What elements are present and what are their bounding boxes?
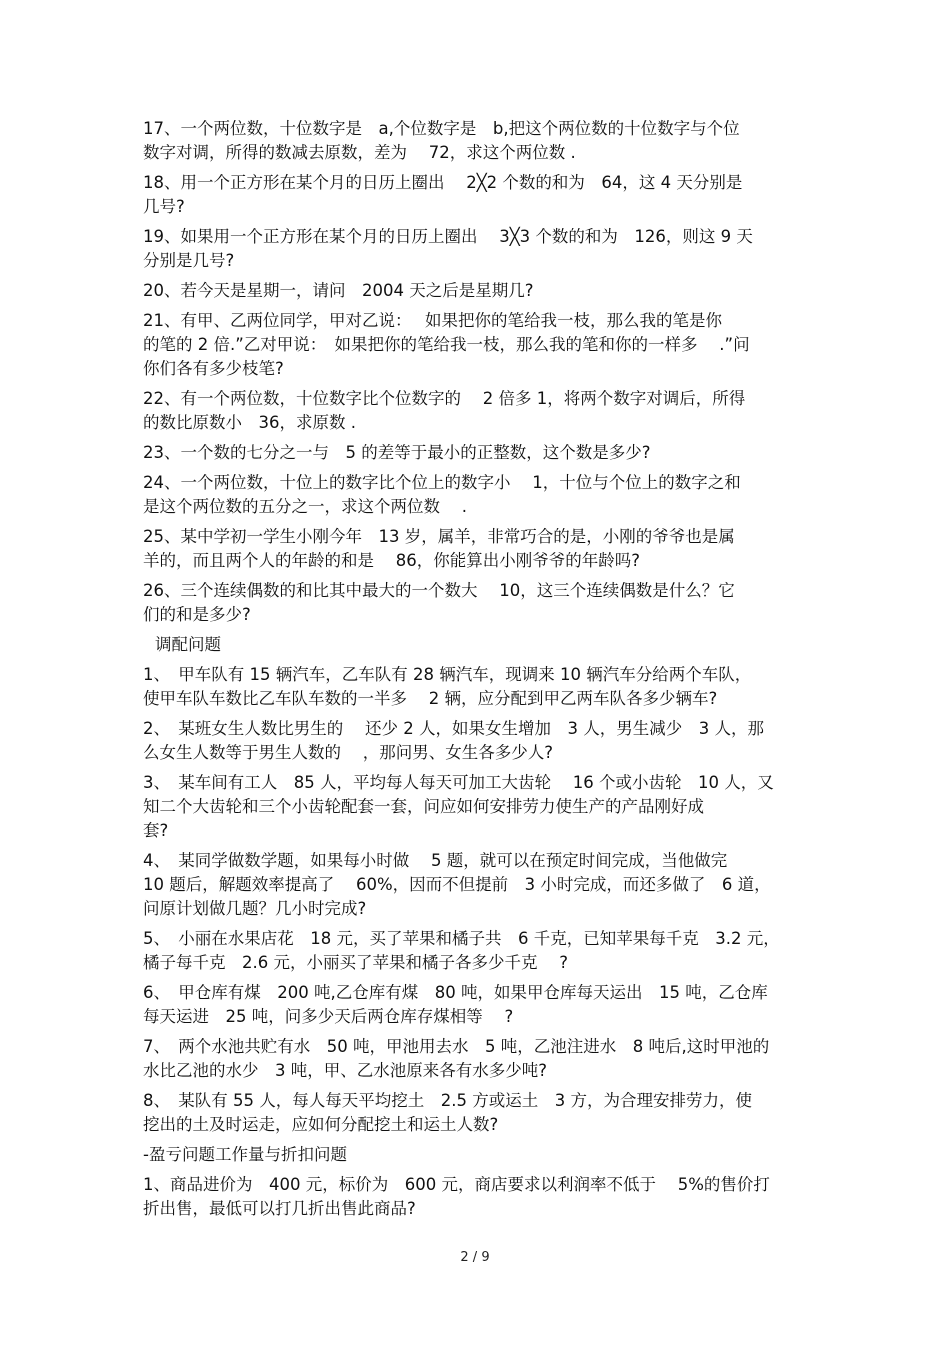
paragraph (143, 579, 813, 627)
text-line: 们的和是多少? (143, 605, 251, 624)
text-line: 调配问题 (155, 635, 221, 654)
text-line: 20、若今天是星期一，请问 2004 天之后是星期几? (143, 281, 534, 300)
text-line: 羊的，而且两个人的年龄的和是 86，你能算出小刚爷爷的年龄吗? (143, 551, 640, 570)
paragraph (143, 441, 813, 465)
text-line: 么女生人数等于男生人数的 ，那问男、女生各多少人? (143, 743, 554, 762)
text-line: 3、 某车间有工人 85 人，平均每人每天可加工大齿轮 16 个或小齿轮 10 人，又 (143, 773, 774, 792)
paragraph (143, 309, 813, 381)
text-line: 25、某中学初一学生小刚今年 13 岁，属羊，非常巧合的是，小刚的爷爷也是属 (143, 527, 735, 546)
paragraph (143, 525, 813, 573)
text-line: 18、用一个正方形在某个月的日历上圈出 2╳2 个数的和为 64，这 4 天分别是 (143, 173, 743, 192)
text-line: 1、 甲车队有 15 辆汽车，乙车队有 28 辆汽车，现调来 10 辆汽车分给两个车队， (143, 665, 752, 684)
text-line: 的笔的 2 倍.”乙对甲说： 如果把你的笔给我一枝，那么我的笔和你的一样多 .”问 (143, 335, 750, 354)
paragraph (143, 633, 813, 657)
text-line: 26、三个连续偶数的和比其中最大的一个数大 10，这三个连续偶数是什么？它 (143, 581, 735, 600)
paragraph (143, 1035, 813, 1083)
text-line: 是这个两位数的五分之一，求这个两位数 . (143, 497, 467, 516)
paragraph (143, 663, 813, 711)
text-line: 22、有一个两位数，十位数字比个位数字的 2 倍多 1，将两个数字对调后，所得 (143, 389, 746, 408)
text-line: 1、商品进价为 400 元，标价为 600 元，商店要求以利润率不低于 5%的售价打 (143, 1175, 770, 1194)
text-line: 的数比原数小 36，求原数 . (143, 413, 356, 432)
text-line: 知二个大齿轮和三个小齿轮配套一套，问应如何安排劳力使生产的产品刚好成 (143, 797, 704, 816)
paragraph (143, 849, 813, 921)
text-line: 挖出的土及时运走，应如何分配挖土和运土人数? (143, 1115, 499, 1134)
text-line: 7、 两个水池共贮有水 50 吨，甲池用去水 5 吨，乙池注进水 8 吨后,这时甲池的 (143, 1037, 770, 1056)
text-line: 23、一个数的七分之一与 5 的差等于最小的正整数，这个数是多少? (143, 443, 651, 462)
text-line: 8、 某队有 55 人，每人每天平均挖土 2.5 方或运土 3 方，为合理安排劳力，使 (143, 1091, 752, 1110)
paragraph (143, 117, 813, 165)
text-line: 折出售，最低可以打几折出售此商品? (143, 1199, 416, 1218)
paragraph (143, 387, 813, 435)
text-line: 问原计划做几题？几小时完成? (143, 899, 367, 918)
text-line: 10 题后，解题效率提高了 60%，因而不但提前 3 小时完成，而还多做了 6 道， (143, 875, 771, 894)
text-line: -盈亏问题工作量与折扣问题 (143, 1145, 347, 1164)
text-line: 每天运进 25 吨，问多少天后两仓库存煤相等 ? (143, 1007, 514, 1026)
paragraph (143, 717, 813, 765)
paragraph (143, 225, 813, 273)
paragraph (143, 927, 813, 975)
paragraph (143, 471, 813, 519)
paragraph (143, 279, 813, 303)
text-line: 2、 某班女生人数比男生的 还少 2 人，如果女生增加 3 人，男生减少 3 人，那 (143, 719, 764, 738)
text-line: 19、如果用一个正方形在某个月的日历上圈出 3╳3 个数的和为 126，则这 9 天 (143, 227, 753, 246)
text-line: 数字对调，所得的数减去原数，差为 72，求这个两位数 . (143, 143, 576, 162)
page-number: 2 / 9 (460, 1250, 490, 1265)
paragraph (143, 981, 813, 1029)
paragraph (143, 1089, 813, 1137)
text-line: 17、一个两位数，十位数字是 a,个位数字是 b,把这个两位数的十位数字与个位 (143, 119, 740, 138)
paragraph (143, 771, 813, 843)
text-line: 分别是几号? (143, 251, 235, 270)
paragraph (143, 1173, 813, 1221)
text-line: 几号? (143, 197, 185, 216)
text-line: 套? (143, 821, 169, 840)
text-line: 使甲车队车数比乙车队车数的一半多 2 辆，应分配到甲乙两车队各多少辆车? (143, 689, 718, 708)
text-line: 你们各有多少枝笔? (143, 359, 284, 378)
paragraph (143, 171, 813, 219)
text-line: 水比乙池的水少 3 吨，甲、乙水池原来各有水多少吨? (143, 1061, 548, 1080)
text-line: 21、有甲、乙两位同学，甲对乙说： 如果把你的笔给我一枝，那么我的笔是你 (143, 311, 722, 330)
document-body (143, 117, 813, 1221)
text-line: 5、 小丽在水果店花 18 元，买了苹果和橘子共 6 千克，已知苹果每千克 3.2 元， (143, 929, 780, 948)
text-line: 6、 甲仓库有煤 200 吨,乙仓库有煤 80 吨，如果甲仓库每天运出 15 吨，乙仓库 (143, 983, 768, 1002)
text-line: 4、 某同学做数学题，如果每小时做 5 题，就可以在预定时间完成，当他做完 (143, 851, 728, 870)
paragraph (143, 1143, 813, 1167)
text-line: 橘子每千克 2.6 元，小丽买了苹果和橘子各多少千克 ? (143, 953, 568, 972)
text-line: 24、一个两位数，十位上的数字比个位上的数字小 1，十位与个位上的数字之和 (143, 473, 741, 492)
